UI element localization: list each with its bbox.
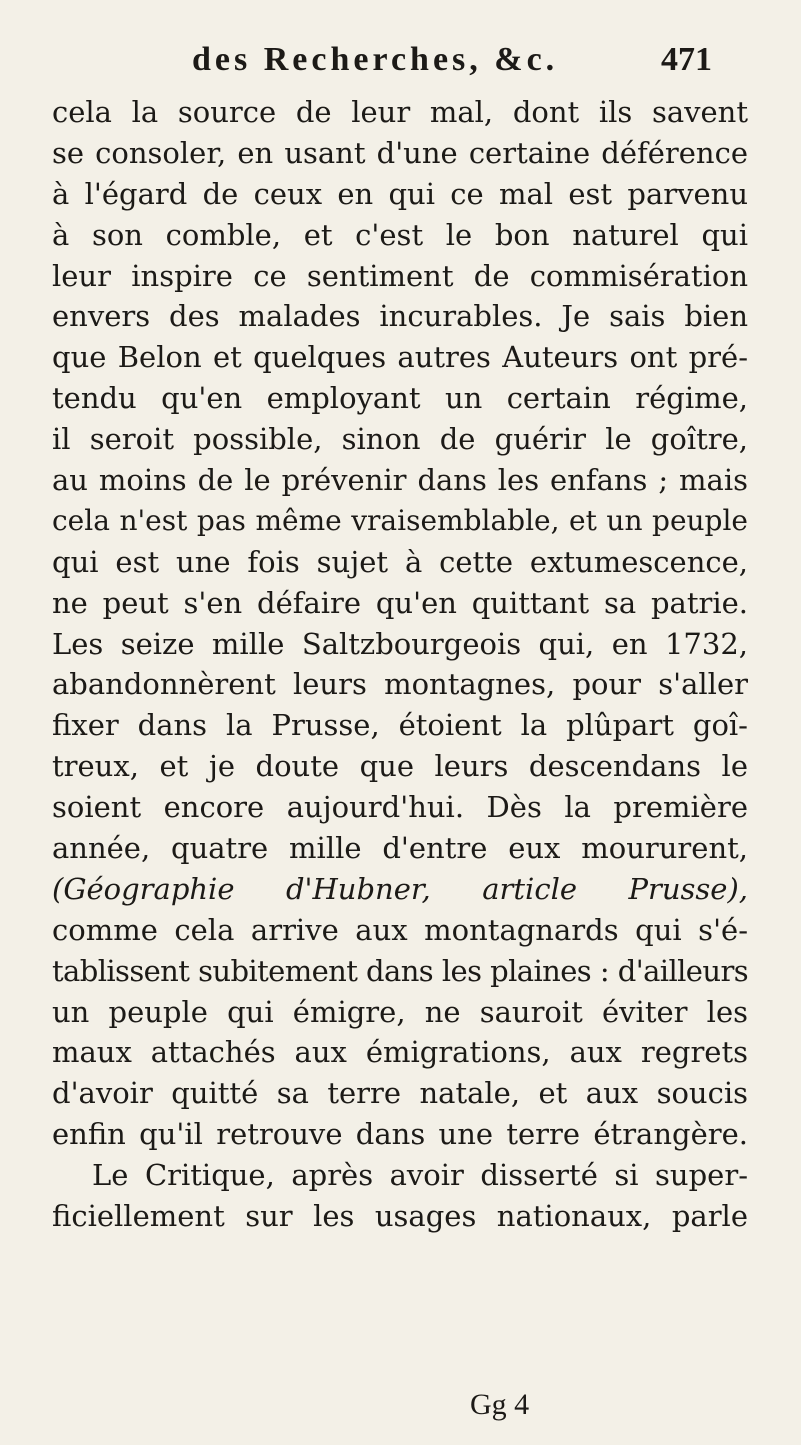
text-line: cela la source de leur mal, dont ils savent bbox=[52, 95, 748, 129]
running-title: des Recherches, &c. bbox=[192, 41, 559, 78]
text-line: tendu qu'en employant un certain régime, bbox=[52, 381, 748, 416]
text-line: treux, et je doute que leurs descendans le bbox=[52, 749, 748, 784]
text-line: leur inspire ce sentiment de commisération bbox=[52, 258, 748, 293]
page-number: 471 bbox=[661, 41, 712, 78]
text-line: ne peut s'en défaire qu'en quittant sa patrie. bbox=[52, 585, 748, 620]
text-line: année, quatre mille d'entre eux moururent, bbox=[52, 831, 748, 866]
text-line: soient encore aujourd'hui. Dès la première bbox=[52, 790, 748, 825]
text-line: il seroit possible, sinon de guérir le goître, bbox=[52, 422, 748, 457]
text-line: à l'égard de ceux en qui ce mal est parvenu bbox=[52, 176, 748, 211]
text-line-citation: (Géographie d'Hubner, article Prusse), bbox=[52, 871, 748, 906]
text-line: fixer dans la Prusse, étoient la plûpart goî- bbox=[52, 708, 748, 743]
text-line: se consoler, en usant d'une certaine déférence bbox=[52, 135, 748, 170]
text-line: cela n'est pas même vraisemblable, et un peuple bbox=[52, 503, 748, 537]
text-line: comme cela arrive aux montagnards qui s'é- bbox=[52, 912, 748, 947]
text-line: au moins de le prévenir dans les enfans ; mais bbox=[52, 463, 748, 498]
text-line: un peuple qui émigre, ne sauroit éviter les bbox=[52, 994, 748, 1029]
text-line: Le Critique, après avoir disserté si super- bbox=[92, 1158, 748, 1193]
running-head bbox=[192, 38, 712, 82]
text-line: d'avoir quitté sa terre natale, et aux soucis bbox=[52, 1076, 748, 1111]
body-text bbox=[52, 92, 748, 1237]
text-line: abandonnèrent leurs montagnes, pour s'aller bbox=[52, 667, 748, 702]
text-line: ficiellement sur les usages nationaux, parle bbox=[52, 1199, 748, 1234]
text-line: que Belon et quelques autres Auteurs ont pré- bbox=[52, 340, 748, 375]
text-line: Les seize mille Saltzbourgeois qui, en 1732, bbox=[52, 626, 748, 661]
text-line: qui est une fois sujet à cette extumescence, bbox=[52, 544, 748, 579]
text-line: à son comble, et c'est le bon naturel qui bbox=[52, 217, 748, 252]
text-line: enfin qu'il retrouve dans une terre étrangère. bbox=[52, 1117, 748, 1152]
text-line: envers des malades incurables. Je sais bien bbox=[52, 299, 748, 334]
text-line: maux attachés aux émigrations, aux regrets bbox=[52, 1035, 748, 1070]
text-line: tablissent subitement dans les plaines : d'ailleurs bbox=[52, 953, 748, 988]
signature-mark: Gg 4 bbox=[470, 1388, 530, 1421]
